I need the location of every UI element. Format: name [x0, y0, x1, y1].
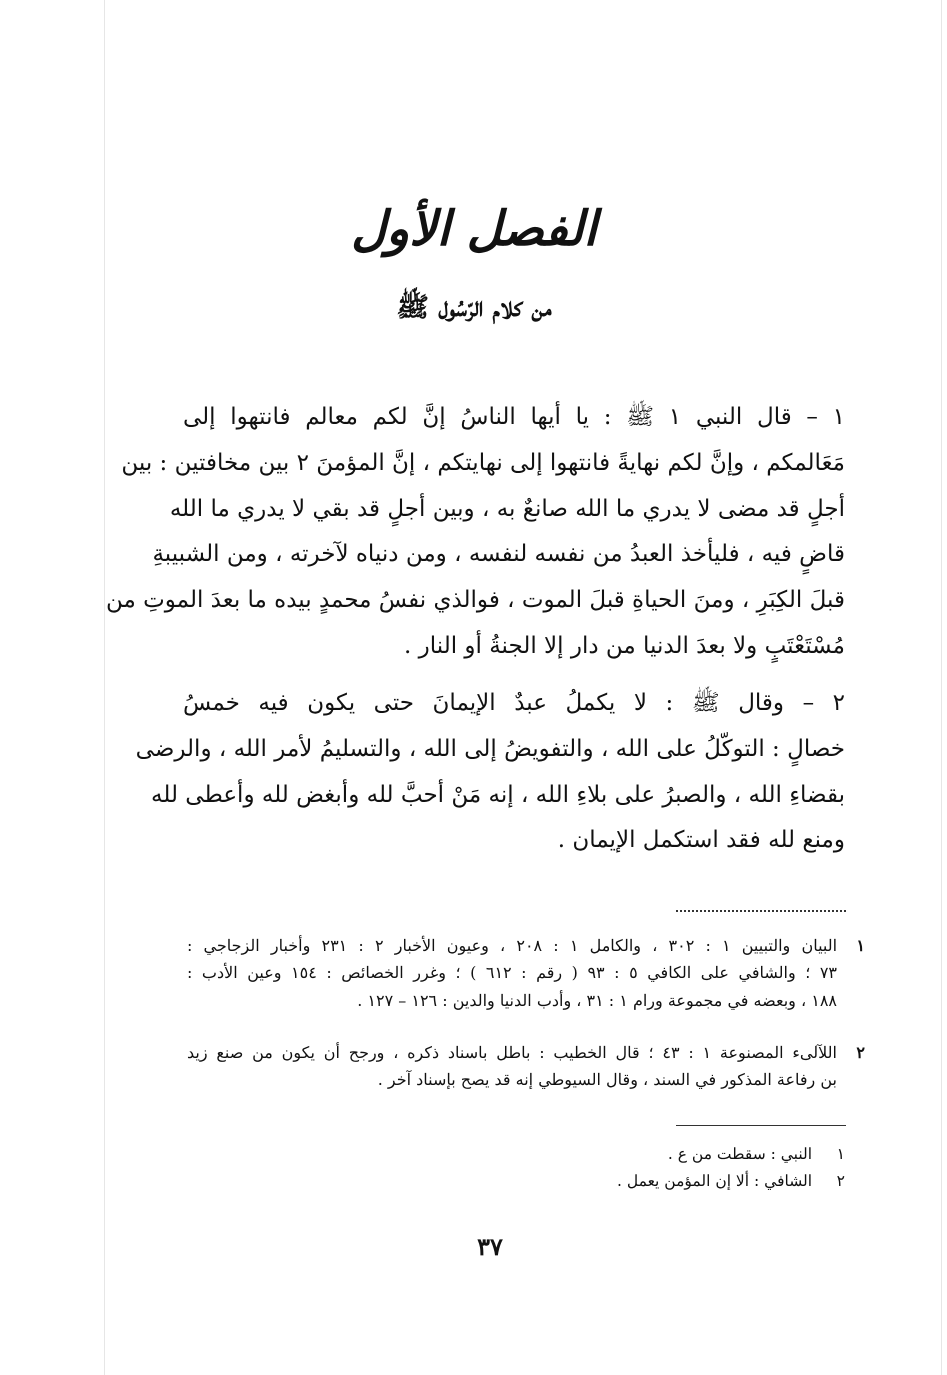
- reference-line: ٧٣ ؛ والشافي على الكافي ٥ : ٩٣ ( رقم : ٦١٢ ) ؛ وغرر الخصائص : ١٥٤ وعين الأدب :: [187, 963, 838, 983]
- hadith-paragraph-2: [135, 681, 845, 864]
- notes-divider: [676, 1125, 846, 1126]
- paragraph-line: أجلٍ قد مضى لا يدري ما الله صانعٌ به ، وبين أجلٍ قد بقي لا يدري ما الله: [169, 495, 845, 522]
- margin-guide-left: [104, 0, 105, 1375]
- paragraph-line: ١ – قال النبي ١ ﷺ : يا أيها الناسُ إنَّ لكم معالم فانتهوا إلى: [183, 404, 845, 430]
- paragraph-line: قاضٍ فيه ، فليأخذ العبدُ من نفسه لنفسه ، ومن دنياه لآخرته ، ومن الشبيبةِ: [152, 541, 845, 568]
- note-text: الشافي : ألا إن المؤمن يعمل .: [617, 1172, 813, 1190]
- chapter-title: الفصل الأول: [351, 201, 597, 257]
- margin-guide-right: [941, 0, 942, 1375]
- paragraph-line: خصالٍ : التوكّلُ على الله ، والتفويضُ إلى الله ، والتسليمُ لأمر الله ، والرضى: [135, 735, 845, 762]
- reference-number: ٢: [856, 1043, 865, 1062]
- reference-line: بن رفاعة المذكور في السند ، وقال السيوطي إنه قد يصح بإسناد آخر .: [377, 1070, 837, 1090]
- hadith-paragraph-1: [105, 395, 845, 670]
- page-number: ٣٧: [477, 1232, 503, 1261]
- paragraph-line: قبلَ الكِبَرِ ، ومنَ الحياةِ قبلَ الموت ، فوالذي نفسُ محمدٍ بيده ما بعدَ الموتِ من: [105, 587, 845, 614]
- paragraph-line: ومنع لله فقد استكمل الإيمان .: [557, 827, 845, 854]
- note-text: النبي : سقطت من ع .: [667, 1145, 813, 1163]
- paragraph-line: ٢ – وقال ﷺ : لا يكملُ عبدٌ الإيمانَ حتى يكون فيه خمسُ: [183, 690, 845, 716]
- references-divider: [676, 910, 846, 912]
- paragraph-line: مَعَالمكم ، وإنَّ لكم نهايةً فانتهوا إلى نهايتكم ، إنَّ المؤمنَ ٢ بين مخافتين : بين: [121, 449, 845, 476]
- reference-line: ١٨٨ ، وبعضه في مجموعة ورام ١ : ٣١ ، وأدب الدنيا والدين : ١٢٦ – ١٢٧ .: [357, 990, 837, 1010]
- chapter-subtitle: من كلام الرّسُول ﷺ: [396, 292, 552, 323]
- paragraph-line: مُسْتَعْتَبٍ ولا بعدَ الدنيا من دار إلا الجنةُ أو النار .: [404, 632, 845, 659]
- reference-line: اللآلىء المصنوعة ١ : ٤٣ ؛ قال الخطيب : باطل باسناد ذكره ، ورجح أن يكون من صنع زيد: [187, 1043, 837, 1062]
- variant-note-1: [668, 1141, 845, 1167]
- note-number: ١: [836, 1145, 845, 1163]
- reference-entry-1: [187, 932, 865, 1014]
- reference-line: البيان والتبيين ١ : ٣٠٢ ، والكامل ١ : ٢٠٨ ، وعيون الأخبار ٢ : ٢٣١ وأخبار الزجاجي :: [187, 936, 838, 955]
- variant-note-2: [617, 1168, 845, 1194]
- paragraph-line: بقضاءِ الله ، والصبرُ على بلاءِ الله ، إنه مَنْ أحبَّ لله وأبغض لله وأعطى لله: [151, 781, 845, 808]
- reference-number: ١: [856, 936, 865, 955]
- reference-entry-2: [187, 1039, 865, 1094]
- note-number: ٢: [836, 1172, 845, 1190]
